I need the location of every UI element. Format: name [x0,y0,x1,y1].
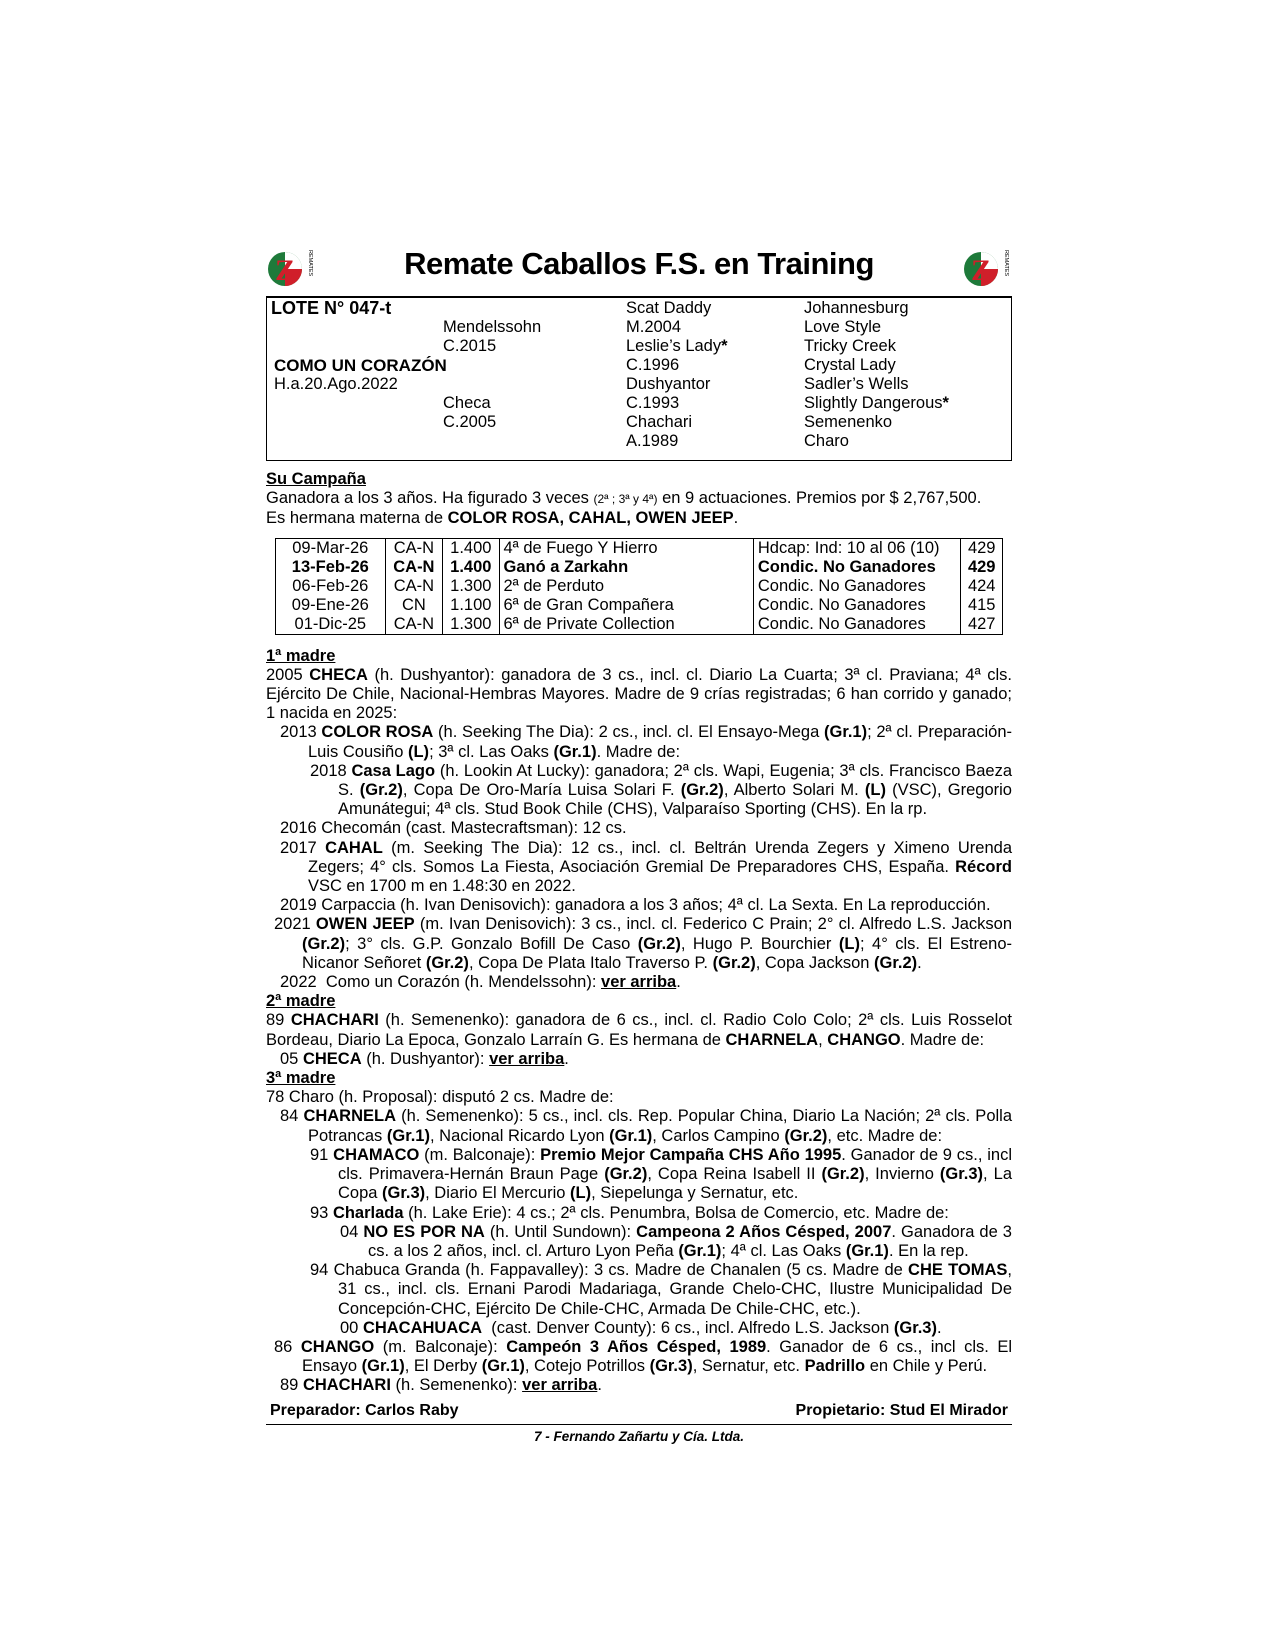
race-result: 6ª de Private Collection [499,615,753,635]
ped-c4: Charo [804,432,849,450]
list-item: 2017 CAHAL (m. Seeking The Dia): 12 cs., incl. cl. Beltrán Urenda Zegers y Ximeno Urenda Zegers; 4° cls. Somos La Fiesta, Asociación Gremial De Preparadores CHS, España. Récord VSC en 1700 m en 1.48:30 en 2022. [280,838,1012,896]
svg-text:REMATES: REMATES [1003,250,1009,277]
ped-c3: Scat Daddy [626,299,712,317]
race-w: 429 [961,558,1003,577]
sire-info: C.2015 [443,337,497,355]
ped-c3: M.2004 [626,318,682,336]
madre1-title: 1ª madre [266,646,336,665]
campaign-summary: Ganadora a los 3 años. Ha figurado 3 veces (2ª ; 3ª y 4ª) en 9 actuaciones. Premios por $ 2,767,500. [266,489,982,508]
list-item: 93 Charlada (h. Lake Erie): 4 cs.; 2ª cls. Penumbra, Bolsa de Comercio, etc. Madre de: [310,1203,949,1222]
horse-name: COMO UN CORAZÓN [274,356,447,375]
zanartu-logo-icon [266,244,316,294]
zanartu-logo-icon [962,244,1012,294]
lote-number: LOTE N° 047-t [271,298,392,318]
race-track: CA-N [385,538,442,558]
list-item: 2018 Casa Lago (h. Lookin At Lucky): ganadora; 2ª cls. Wapi, Eugenia; 3ª cls. Francisco Baeza S. (Gr.2), Copa De Oro-María Luisa Solari F. (Gr.2), Alberto Solari M. (L) (VSC), Gregorio Amunátegui; 4ª cls. Stud Book Chile (CHS), Valparaíso Sporting (CHS). En la rp. [310,761,1012,819]
svg-text:Z: Z [274,254,296,287]
list-item: 2013 COLOR ROSA (h. Seeking The Dia): 2 cs., incl. cl. El Ensayo-Mega (Gr.1); 2ª cl. Preparación-Luis Cousiño (L); 3ª cl. Las Oaks (Gr.1). Madre de: [280,723,1012,761]
race-race: Condic. No Ganadores [753,577,961,596]
race-date: 01-Dic-25 [276,615,386,635]
ped-c4: Semenenko [804,413,893,431]
race-row [276,577,1003,596]
list-item: 84 CHARNELA (h. Semenenko): 5 cs., incl. cls. Rep. Popular China, Diario La Nación; 2ª cls. Polla Potrancas (Gr.1), Nacional Ricardo Lyon (Gr.1), Carlos Campino (Gr.2), etc. Madre de: [280,1107,1013,1145]
dam-info: C.2005 [443,413,497,431]
race-table [275,538,1003,635]
ped-c4: Love Style [804,318,882,336]
ped-c4: Tricky Creek [804,337,896,355]
page-number: 7 - Fernando Zañartu y Cía. Ltda. [533,1428,745,1444]
document-page [266,240,1012,1444]
ped-c4: Slightly Dangerous* [804,394,949,412]
race-dist: 1.100 [443,596,499,615]
campaign-section [266,470,1012,529]
list-item: 2021 OWEN JEEP (m. Ivan Denisovich): 3 cs., incl. cl. Federico C Prain; 2° cl. Alfredo L.S. Jackson (Gr.2); 3° cls. G.P. Gonzalo Bofill De Caso (Gr.2), Hugo P. Bourchier (L); 4° cls. El Estreno-Nicanor Señoret (Gr.2), Copa De Plata Italo Traverso P. (Gr.2), Copa Jackson (Gr.2). [274,915,1012,972]
list-item: 2016 Checomán (cast. Mastecraftsman): 12 cs. [280,819,627,838]
race-result: 2ª de Perduto [499,577,753,596]
trainer: Preparador: Carlos Raby [270,1401,459,1419]
madre3-text: 78 Charo (h. Proposal): disputó 2 cs. Madre de: [266,1088,614,1107]
race-w: 424 [961,577,1003,596]
race-result: Ganó a Zarkahn [499,558,753,577]
race-track: CA-N [385,558,442,577]
list-item: 91 CHAMACO (m. Balconaje): Premio Mejor Campaña CHS Año 1995. Ganador de 9 cs., incl cls. Primavera-Hernán Braun Page (Gr.2), Copa Reina Isabell II (Gr.2), Invierno (Gr.3), La Copa (Gr.3), Diario El Mercurio (L), Siepelunga y Sernatur, etc. [310,1145,1012,1203]
dam: Checa [443,394,491,412]
header [266,240,1012,297]
race-row [276,615,1003,635]
race-race: Condic. No Ganadores [753,615,961,635]
list-item: 05 CHECA (h. Dushyantor): ver arriba. [280,1049,569,1068]
race-dist: 1.400 [443,538,499,558]
race-track: CN [385,596,442,615]
race-date: 09-Mar-26 [276,538,386,558]
footer-bar [266,1396,1012,1425]
page-title: Remate Caballos F.S. en Training [404,246,874,281]
race-w: 415 [961,596,1003,615]
list-item: 86 CHANGO (m. Balconaje): Campeón 3 Años Césped, 1989. Ganador de 6 cs., incl cls. El Ensayo (Gr.1), El Derby (Gr.1), Cotejo Potrillos (Gr.3), Sernatur, etc. Padrillo en Chile y Perú. [274,1337,1013,1376]
ped-c4: Johannesburg [804,299,909,317]
race-race: Hdcap: Ind: 10 al 06 (10) [753,538,961,558]
race-result: 4ª de Fuego Y Hierro [499,538,753,558]
list-item: 94 Chabuca Granda (h. Fappavalley): 3 cs. Madre de Chanalen (5 cs. Madre de CHE TOMAS, 31 cs., incl. cls. Ernani Parodi Madariaga, Grande Chelo-CHC, Ilustre Municipalidad De Concepción-CHC, Ejército De Chile-CHC, Armada De Chile-CHC, etc.). [310,1261,1013,1318]
list-item: 89 CHACHARI (h. Semenenko): ver arriba. [280,1376,602,1395]
race-date: 06-Feb-26 [276,577,386,596]
owner: Propietario: Stud El Mirador [795,1401,1008,1419]
race-row [276,596,1003,615]
sire: Mendelssohn [443,318,542,336]
race-track: CA-N [385,615,442,635]
campaign-siblings: Es hermana materna de COLOR ROSA, CAHAL, OWEN JEEP. [266,509,739,528]
race-track: CA-N [385,577,442,596]
ped-c4: Crystal Lady [804,356,896,374]
race-result: 6ª de Gran Compañera [499,596,753,615]
madre3-title: 3ª madre [266,1069,336,1088]
campaign-title: Su Campaña [266,470,366,488]
ped-c3: A.1989 [626,432,679,450]
madre2-text: 89 CHACHARI (h. Semenenko): ganadora de 6 cs., incl. cl. Radio Colo Colo; 2ª cls. Luis Rosselot Bordeau, Diario La Epoca, Gonzalo Larraín G. Es hermana de CHARNELA, CHANGO. Madre de: [266,1011,1013,1049]
race-dist: 1.300 [443,615,499,635]
family-section [266,647,1012,1396]
race-race: Condic. No Ganadores [753,558,961,577]
list-item: 04 NO ES POR NA (h. Until Sundown): Campeona 2 Años Césped, 2007. Ganadora de 3 cs. a los 2 años, incl. cl. Arturo Lyon Peña (Gr.1); 4ª cl. Las Oaks (Gr.1). En la rep. [340,1222,1012,1260]
race-w: 427 [961,615,1003,635]
svg-text:Z: Z [970,254,992,287]
ped-c3: Chachari [626,413,693,431]
race-dist: 1.400 [443,558,499,577]
ped-c3: C.1993 [626,394,680,412]
madre1-text: 2005 CHECA (h. Dushyantor): ganadora de 3 cs., incl. cl. Diario La Cuarta; 3ª cl. Praviana; 4ª cls. Ejército De Chile, Nacional-Hembras Mayores. Madre de 9 crías registradas; 6 han corrido y ganado; 1 nacida en 2025: [266,665,1012,723]
race-dist: 1.300 [443,577,499,596]
race-race: Condic. No Ganadores [753,596,961,615]
list-item: 2022 Como un Corazón (h. Mendelssohn): ver arriba. [280,973,681,992]
ped-c3: Dushyantor [626,375,711,393]
ped-c3: C.1996 [626,356,680,374]
madre2-title: 2ª madre [266,992,336,1011]
ped-c4: Sadler’s Wells [804,375,909,393]
svg-text:REMATES: REMATES [307,250,313,277]
ped-c3: Leslie’s Lady* [626,337,728,355]
horse-info: H.a.20.Ago.2022 [274,375,398,393]
pedigree-box [266,297,1012,461]
race-w: 429 [961,538,1003,558]
list-item: 2019 Carpaccia (h. Ivan Denisovich): ganadora a los 3 años; 4ª cl. La Sexta. En La reproducción. [280,896,991,915]
race-date: 13-Feb-26 [276,558,386,577]
race-row [276,538,1003,558]
race-date: 09-Ene-26 [276,596,386,615]
list-item: 00 CHACAHUACA (cast. Denver County): 6 cs., incl. Alfredo L.S. Jackson (Gr.3). [340,1318,942,1337]
race-row [276,558,1003,577]
